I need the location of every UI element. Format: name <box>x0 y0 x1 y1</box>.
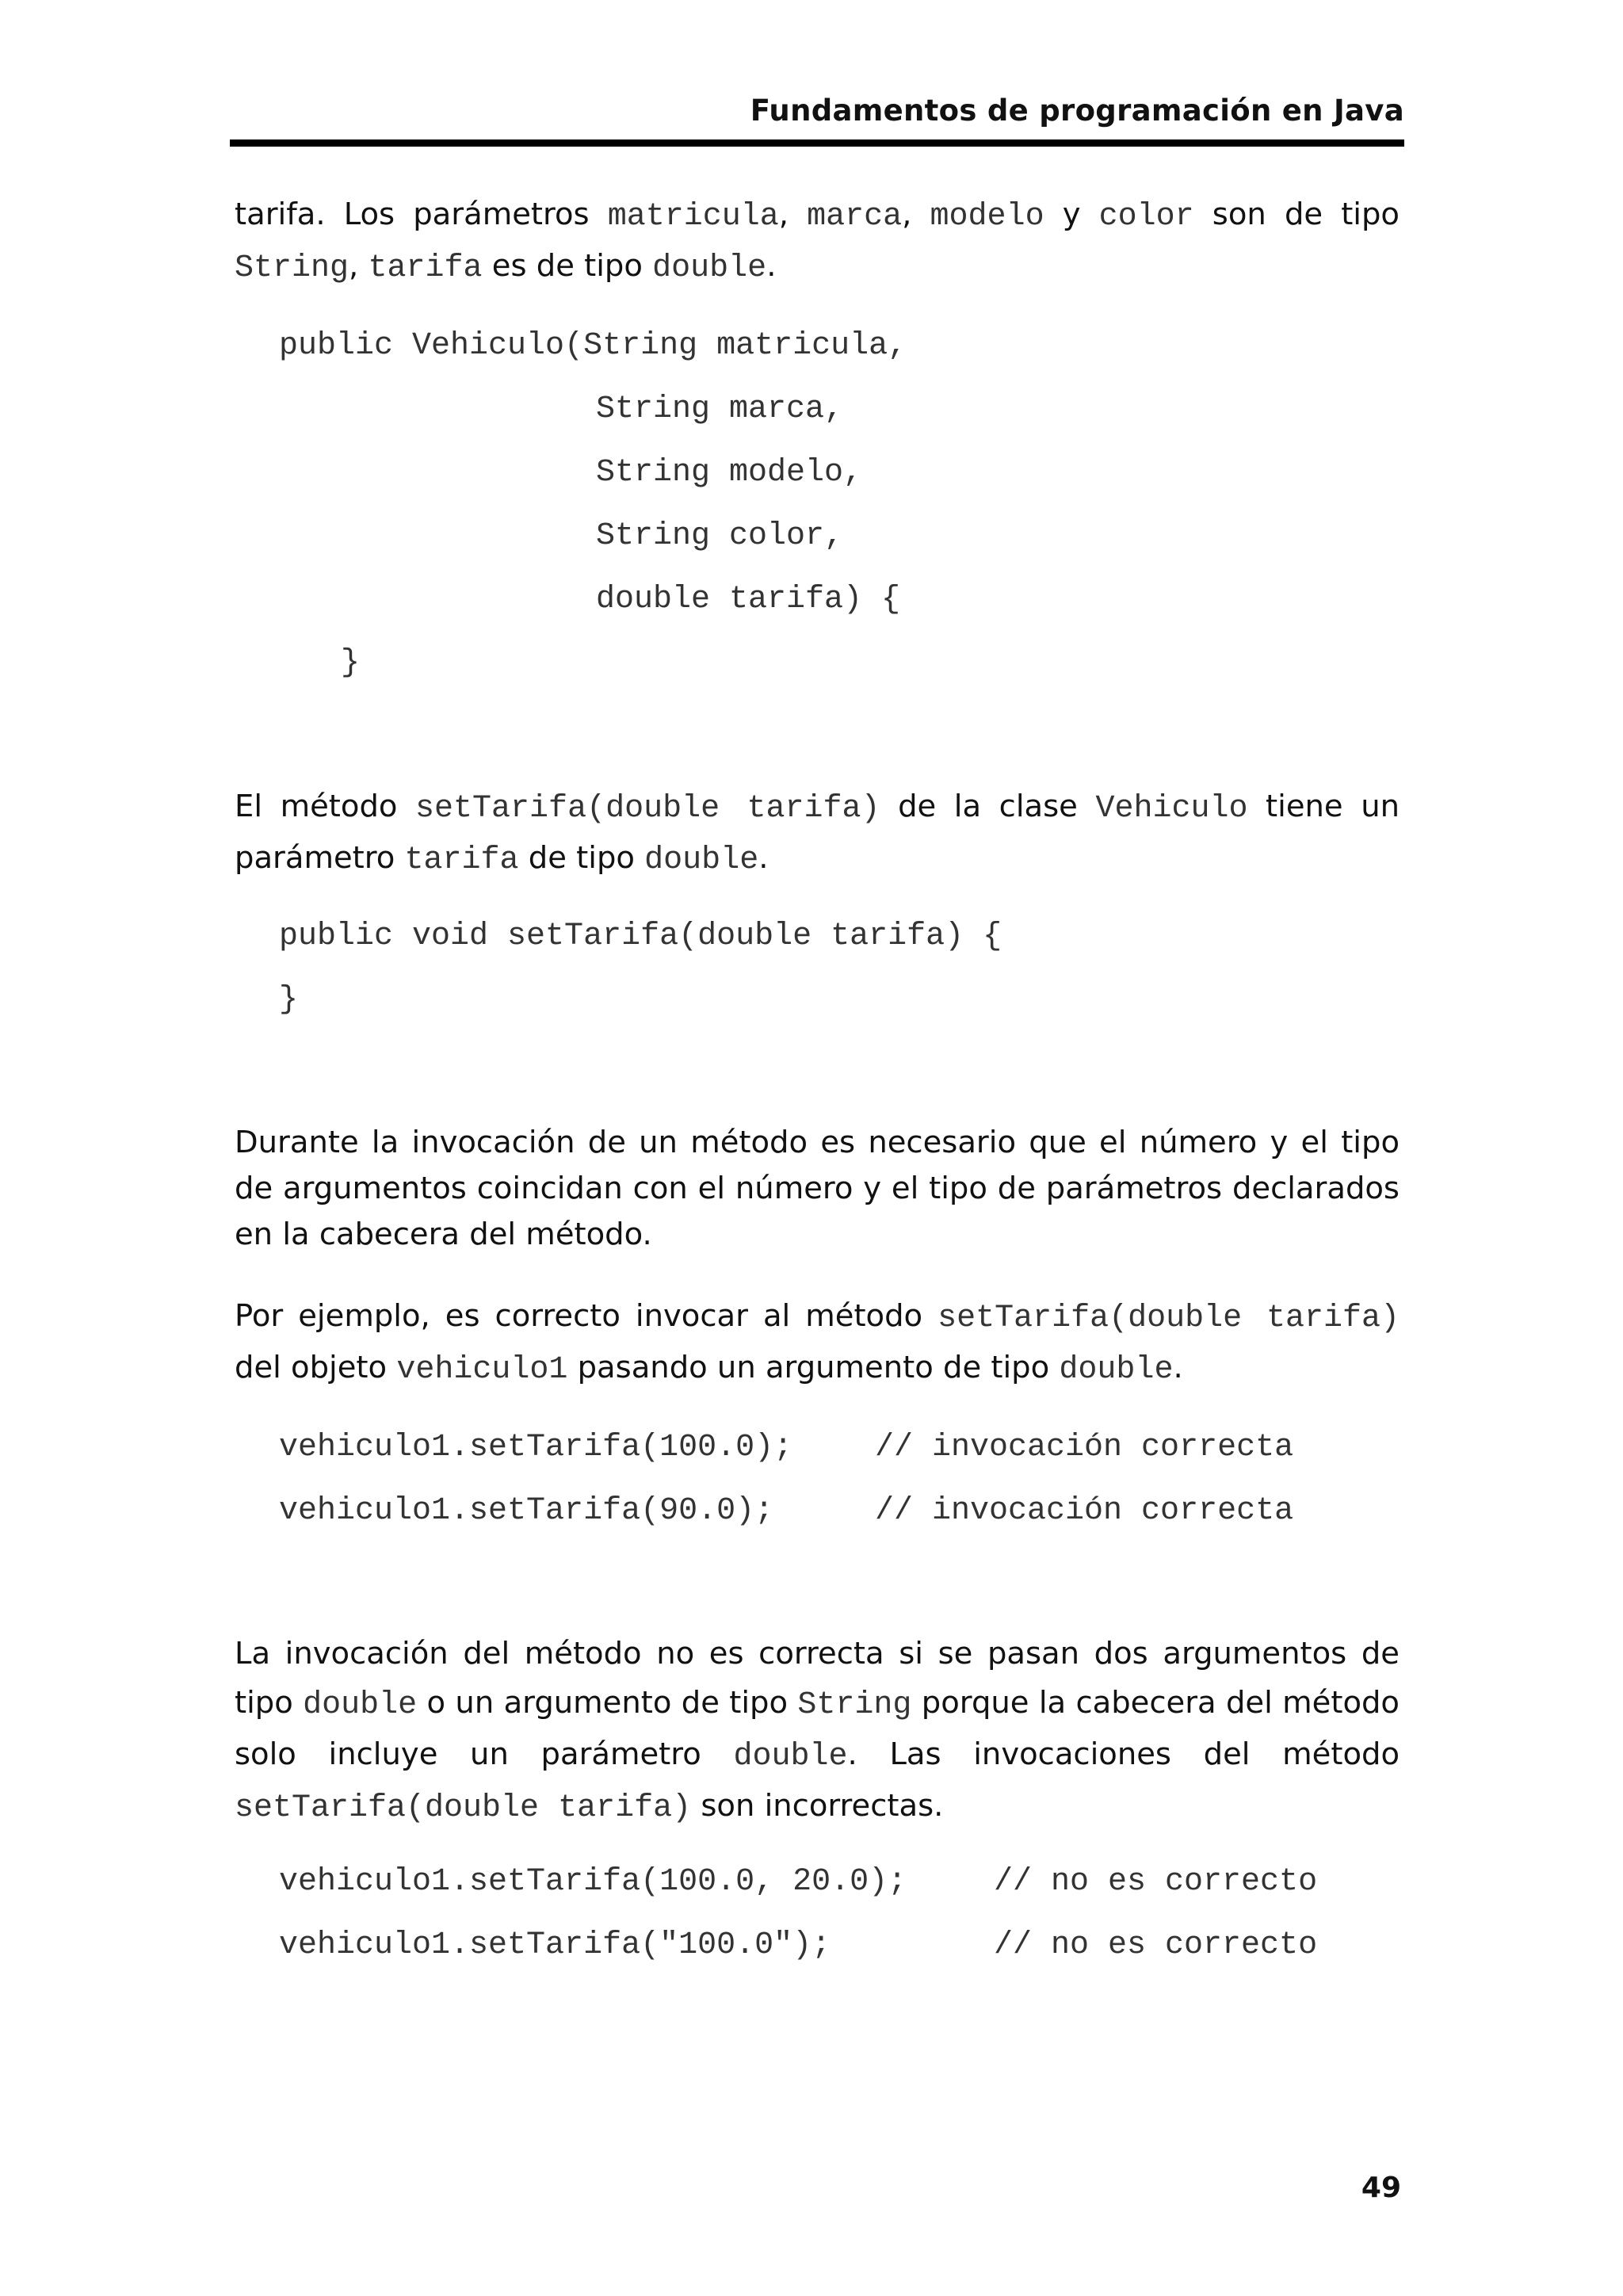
paragraph-correct-example: Por ejemplo, es correcto invocar al método setTarifa(double tarifa) del objeto vehiculo1 pasando un argumento de tipo double. <box>235 1298 1400 1388</box>
inline-code: String <box>235 250 349 286</box>
code-line: String color, <box>596 518 844 554</box>
inline-code: String <box>797 1687 912 1723</box>
inline-code: marca <box>807 199 903 235</box>
inline-code: setTarifa(double tarifa) <box>938 1301 1400 1336</box>
code-line: double tarifa) { <box>596 582 901 617</box>
inline-code: double <box>303 1687 418 1723</box>
inline-code: color <box>1098 199 1194 235</box>
header-rule <box>230 139 1404 147</box>
code-line: vehiculo1.setTarifa("100.0"); <box>279 1927 831 1963</box>
inline-code: vehiculo1 <box>396 1352 568 1388</box>
code-comment: // invocación correcta <box>875 1493 1294 1529</box>
paragraph-settarifa: El método setTarifa(double tarifa) de la clase Vehiculo tiene un parámetro tarifa de tipo double. <box>235 789 1400 878</box>
inline-code: double <box>652 250 767 286</box>
inline-code: double <box>1059 1352 1174 1388</box>
code-line: vehiculo1.setTarifa(100.0); <box>279 1430 793 1465</box>
code-line: String marca, <box>596 392 844 427</box>
code-line: String modelo, <box>596 455 863 491</box>
code-comment: // no es correcto <box>994 1927 1318 1963</box>
inline-code: matricula <box>607 199 779 235</box>
code-line: vehiculo1.setTarifa(100.0, 20.0); <box>279 1864 907 1900</box>
inline-code: setTarifa(double tarifa) <box>235 1790 692 1826</box>
inline-code: double <box>733 1739 848 1775</box>
code-line: vehiculo1.setTarifa(90.0); <box>279 1493 774 1529</box>
paragraph-incorrect-example: La invocación del método no es correcta si se pasan dos argumentos de tipo double o un argumento de tipo String porque la cabecera del método solo incluye un parámetro double. Las invocaciones del método setTarifa(double tarifa) son incorrectas. <box>235 1636 1400 1826</box>
code-line: public void setTarifa(double tarifa) { <box>279 919 1002 954</box>
code-line: } <box>279 982 299 1018</box>
inline-code: Vehiculo <box>1095 791 1248 827</box>
inline-code: tarifa <box>368 250 483 286</box>
inline-code: tarifa <box>404 842 519 878</box>
paragraph-parameter-types: tarifa. Los parámetros matricula, marca, modelo y color son de tipo String, tarifa es de tipo double. <box>235 197 1400 286</box>
code-line: } <box>341 645 361 681</box>
page-number: 49 <box>1361 2172 1401 2204</box>
code-comment: // invocación correcta <box>875 1430 1294 1465</box>
running-header: Fundamentos de programación en Java <box>750 94 1404 128</box>
code-line: public Vehiculo(String matricula, <box>279 328 907 364</box>
inline-code: modelo <box>930 199 1044 235</box>
code-comment: // no es correcto <box>994 1864 1318 1900</box>
inline-code: setTarifa(double tarifa) <box>415 791 880 827</box>
paragraph-argument-matching: Durante la invocación de un método es necesario que el número y el tipo de argumentos coincidan con el número y el tipo de parámetros declarados en la cabecera del método. <box>235 1125 1400 1252</box>
inline-code: double <box>644 842 759 878</box>
